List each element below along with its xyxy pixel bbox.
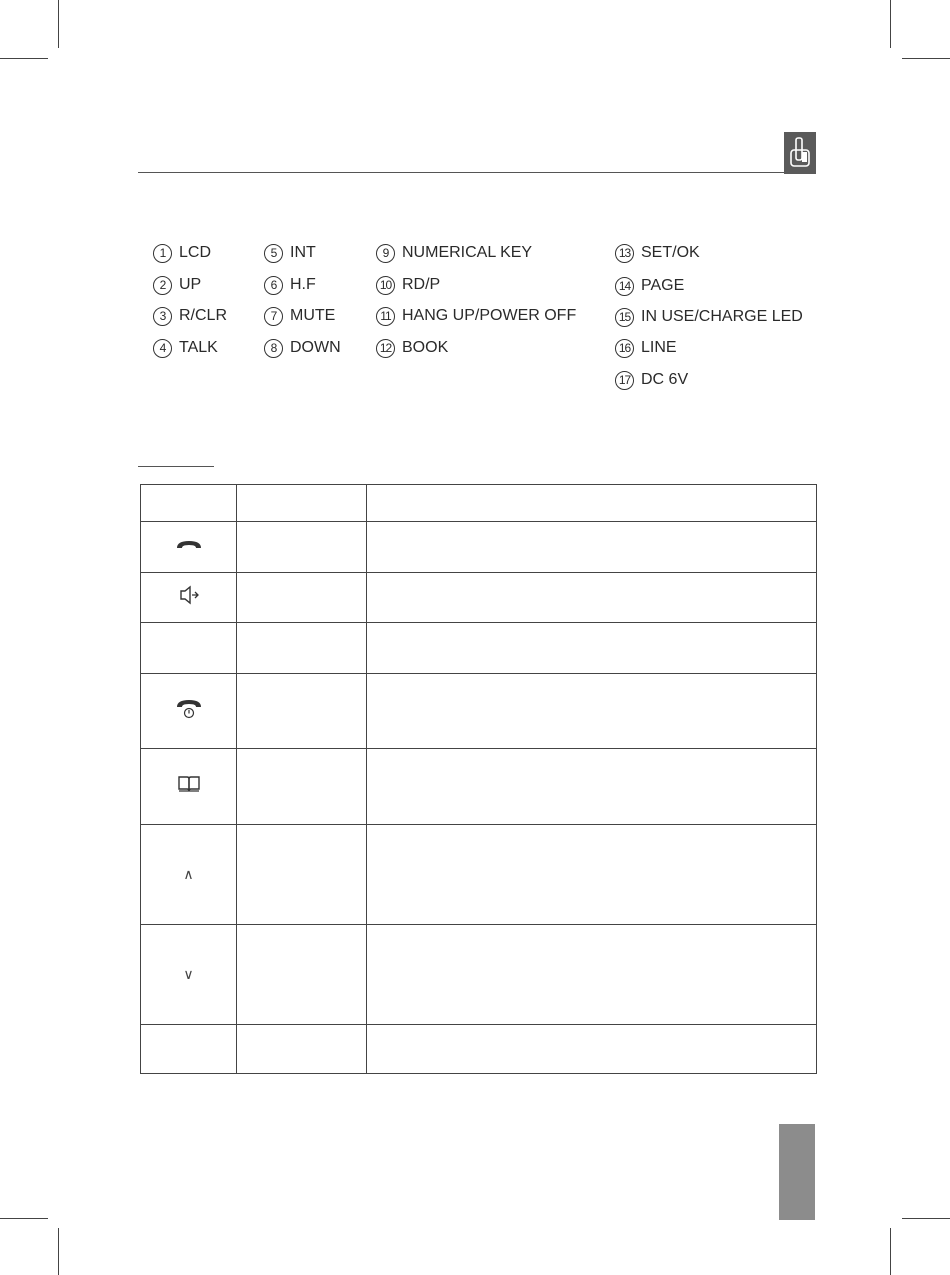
legend-item — [376, 305, 576, 327]
table-row — [141, 749, 817, 825]
talk-handset-icon — [174, 538, 204, 552]
legend-item — [615, 306, 803, 328]
legend-label: LCD — [179, 244, 212, 261]
section-tab-badge — [784, 132, 816, 174]
legend-number: 12 — [376, 339, 395, 358]
icon-cell — [141, 1025, 237, 1074]
function-cell — [367, 1025, 817, 1074]
crop-mark — [890, 1228, 891, 1275]
handset-pointer-icon — [784, 132, 816, 174]
legend-item — [615, 242, 700, 264]
function-cell — [367, 825, 817, 925]
function-cell — [367, 623, 817, 674]
key-cell — [237, 522, 367, 573]
legend-number: 9 — [376, 244, 395, 263]
legend-label: TALK — [179, 339, 218, 356]
legend-label: DOWN — [290, 339, 341, 356]
crop-mark — [890, 0, 891, 48]
crop-mark — [58, 1228, 59, 1275]
hang-up-power-icon — [174, 698, 204, 720]
key-cell — [237, 925, 367, 1025]
legend-item — [264, 274, 316, 296]
function-cell — [367, 522, 817, 573]
header-cell-key — [237, 485, 367, 522]
legend-item — [153, 242, 211, 264]
legend-number: 8 — [264, 339, 283, 358]
legend-item — [153, 305, 227, 327]
icon-cell — [141, 925, 237, 1025]
legend-number: 6 — [264, 276, 283, 295]
legend-label: UP — [179, 276, 202, 293]
legend-item — [153, 337, 218, 359]
header-cell-function — [367, 485, 817, 522]
crop-mark — [902, 58, 950, 59]
icon-cell — [141, 674, 237, 749]
book-icon — [176, 774, 202, 794]
table-row — [141, 925, 817, 1025]
legend-label: MUTE — [290, 307, 336, 324]
crop-mark — [58, 0, 59, 48]
legend-number: 1 — [153, 244, 172, 263]
legend-item — [376, 242, 532, 264]
table-header-row — [141, 485, 817, 522]
legend-number: 14 — [615, 277, 634, 296]
legend-label: R/CLR — [179, 307, 228, 324]
crop-mark — [0, 58, 48, 59]
legend-number: 11 — [376, 307, 395, 326]
table-row — [141, 1025, 817, 1074]
legend-item — [615, 369, 688, 391]
side-chapter-tab — [779, 1124, 815, 1220]
legend-item — [615, 337, 677, 359]
legend-label: LINE — [641, 339, 677, 356]
table-row — [141, 573, 817, 623]
legend-number: 15 — [615, 308, 634, 327]
crop-mark — [0, 1218, 48, 1219]
speaker-icon — [178, 585, 200, 605]
legend-label: DC 6V — [641, 371, 689, 388]
legend-number: 16 — [615, 339, 634, 358]
legend-label: RD/P — [402, 276, 441, 293]
table-row — [141, 674, 817, 749]
legend-item — [376, 337, 448, 359]
legend-label: HANG UP/POWER OFF — [402, 307, 577, 324]
key-cell — [237, 573, 367, 623]
legend-label: H.F — [290, 276, 316, 293]
legend-label: PAGE — [641, 277, 685, 294]
legend-item — [264, 305, 335, 327]
legend-label: IN USE/CHARGE LED — [641, 308, 803, 325]
legend-item — [264, 337, 341, 359]
key-cell — [237, 623, 367, 674]
icon-cell — [141, 825, 237, 925]
legend-number: 5 — [264, 244, 283, 263]
icon-cell — [141, 749, 237, 825]
legend-label: BOOK — [402, 339, 449, 356]
crop-mark — [902, 1218, 950, 1219]
legend-label: SET/OK — [641, 244, 700, 261]
icon-cell — [141, 573, 237, 623]
up-caret-icon: ∧ — [183, 865, 194, 882]
legend-number: 10 — [376, 276, 395, 295]
function-cell — [367, 925, 817, 1025]
section-heading-underline — [138, 466, 214, 467]
legend-item — [376, 274, 440, 296]
legend-item — [153, 274, 201, 296]
header-cell-icon — [141, 485, 237, 522]
table-row — [141, 825, 817, 925]
icon-cell — [141, 522, 237, 573]
key-cell — [237, 1025, 367, 1074]
key-cell — [237, 674, 367, 749]
legend-number: 7 — [264, 307, 283, 326]
legend-number: 4 — [153, 339, 172, 358]
legend-number: 17 — [615, 371, 634, 390]
legend-number: 13 — [615, 244, 634, 263]
legend-number: 2 — [153, 276, 172, 295]
legend-number: 3 — [153, 307, 172, 326]
function-cell — [367, 573, 817, 623]
table-row — [141, 623, 817, 674]
down-caret-icon: ∨ — [183, 965, 194, 982]
icon-cell — [141, 623, 237, 674]
legend-label: NUMERICAL KEY — [402, 244, 533, 261]
function-cell — [367, 674, 817, 749]
header-rule — [138, 172, 814, 173]
key-function-table — [140, 484, 817, 1074]
legend-label: INT — [290, 244, 316, 261]
table-row — [141, 522, 817, 573]
legend-item — [615, 275, 684, 297]
key-cell — [237, 825, 367, 925]
key-cell — [237, 749, 367, 825]
legend-item — [264, 242, 316, 264]
function-cell — [367, 749, 817, 825]
